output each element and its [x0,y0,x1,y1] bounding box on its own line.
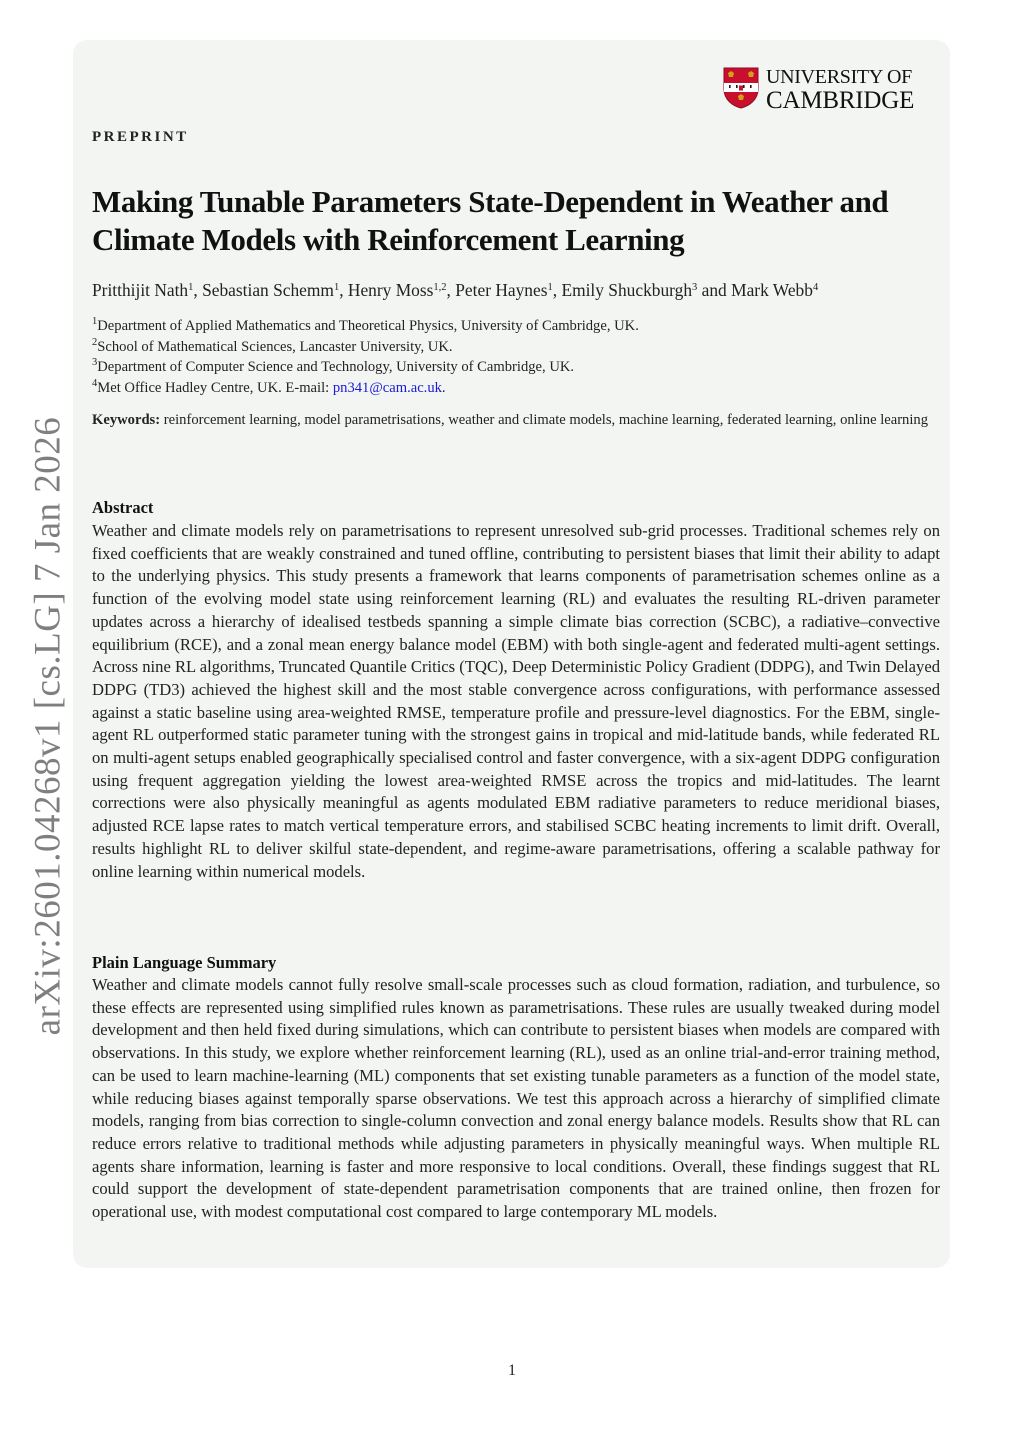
logo-line-cambridge: CAMBRIDGE [766,87,915,114]
affiliation-list [92,316,952,398]
keywords-text: reinforcement learning, model parametrisations, weather and climate models, machine learning, federated learning, online learning [163,412,929,428]
affiliation-number: 1 [92,316,98,327]
plain-language-summary-text: Weather and climate models cannot fully resolve small-scale processes such as cloud formation, radiation, and turbulence, so these effects are represented using simplified rules known as parametrisations. These rules are usually tweaked during model development and then held fixed during simulations, which can contribute to persistent biases when models are compared with observations. In this study, we explore whether reinforcement learning (RL), used as an online trial-and-error training method, can be used to learn machine-learning (ML) components that set existing tunable parameters as a function of the model state, while reducing biases against temporally sparse observations. We test this approach across a hierarchy of simplified climate models, ranging from bias correction to single-column convection and zonal energy balance models. Results show that RL can reduce errors relative to traditional methods while adjusting parameters in physically meaningful ways. When multiple RL agents share information, learning is faster and more responsive to local conditions. Overall, these findings suggest that RL could support the development of state-dependent parametrisation components that are trained online, then frozen for operational use, with modest computational cost compared to large contemporary ML models. [92,975,940,1222]
affiliation-number: 2 [92,336,98,348]
abstract-text: Weather and climate models rely on parametrisations to represent unresolved sub-grid processes. Traditional schemes rely on fixed coefficients that are weakly constrained and tuned offline, contributing to persistent biases that limit their ability to adapt to the underlying physics. This study presents a framework that learns components of parametrisation schemes online as a function of the evolving model state using reinforcement learning (RL) and evaluates the resulting RL-driven parameter updates across a hierarchy of idealised testbeds spanning a simple climate bias correction (SCBC), a radiative–convective equilibrium (RCE), and a zonal mean energy balance model (EBM) with both single-agent and federated multi-agent settings. Across nine RL algorithms, Truncated Quantile Critics (TQC), Deep Deterministic Policy Gradient (DDPG), and Twin Delayed DDPG (TD3) achieved the highest skill and the most stable convergence across configurations, with performance assessed against a static baseline using area-weighted RMSE, temperature profile and pressure-level diagnostics. For the EBM, single-agent RL outperformed static parameter tuning with the strongest gains in tropical and mid-latitude bands, while federated RL on multi-agent setups enabled geographically specialised control and faster convergence, with a six-agent DDPG configuration using frequent aggregation yielding the lowest area-weighted RMSE across the tropics and mid-latitudes. The learnt corrections were also physically meaningful as agents modulated EBM radiative parameters to reduce meridional biases, adjusted RCE lapse rates to match vertical temperature errors, and stabilised SCBC heating increments to limit drift. Overall, results highlight RL to deliver skilful state-dependent, and regime-aware parametrisations, offering a scalable pathway for online learning within numerical models. [92,521,940,881]
affiliation-text: Department of Applied Mathematics and Theoretical Physics, University of Cambridge, UK. [97,318,639,334]
affiliation-item [92,357,952,378]
author-affiliation-mark: 3 [692,282,698,293]
affiliation-item [92,337,952,358]
author-affiliation-mark: 1,2 [433,282,447,293]
keywords [92,410,944,431]
affiliation-number: 3 [92,357,98,368]
author-name: Sebastian Schemm [202,280,334,300]
affiliation-item [92,316,952,337]
page-number: 1 [508,1362,516,1379]
paper-title: Making Tunable Parameters State-Dependent in Weather and Climate Models with Reinforcement Learning [92,184,889,257]
affiliation-text: Met Office Hadley Centre, UK. E-mail: [97,379,333,396]
author-name: Pritthijit Nath [92,280,189,300]
author-affiliation-mark: 1 [333,282,340,293]
author-list: Pritthijit Nath$^1$, Sebastian Schemm$^1$, Henry Moss$^{1,2}$, Peter Haynes$^1$, Emily Shuckburgh$^3$ and Mark Webb$^4$ [92,280,819,300]
affiliation-text: School of Mathematical Sciences, Lancaster University, UK. [97,338,453,355]
affiliation-item: $^4$Met Office Hadley Centre, UK. E-mail: pn341@cam.ac.uk. [92,377,446,396]
arxiv-identifier-stamp: arXiv:2601.04268v1 [cs.LG] 7 Jan 2026 [27,416,69,1036]
author-affiliation-mark: 4 [812,282,819,293]
university-logo [723,66,939,112]
author-name: Henry Moss [347,280,434,300]
keywords-label: Keywords: [92,412,161,428]
plain-language-summary-heading: Plain Language Summary [92,953,277,972]
preprint-label: PREPRINT [92,129,189,145]
author-name: Emily Shuckburgh [561,280,693,300]
affiliation-text: Department of Computer Science and Technology, University of Cambridge, UK. [97,359,575,375]
author-affiliation-mark: 1 [547,282,553,293]
author-affiliation-mark: 1 [188,282,194,293]
logo-line-university-of: UNIVERSITY OF [766,66,912,88]
author-name: Peter Haynes [455,280,548,300]
contact-email-link[interactable]: pn341@cam.ac.uk [332,379,442,396]
abstract-heading: Abstract [92,498,154,517]
author-name: Mark Webb [731,280,813,300]
affiliation-number: 4 [92,377,98,389]
cambridge-shield-icon [723,67,759,109]
